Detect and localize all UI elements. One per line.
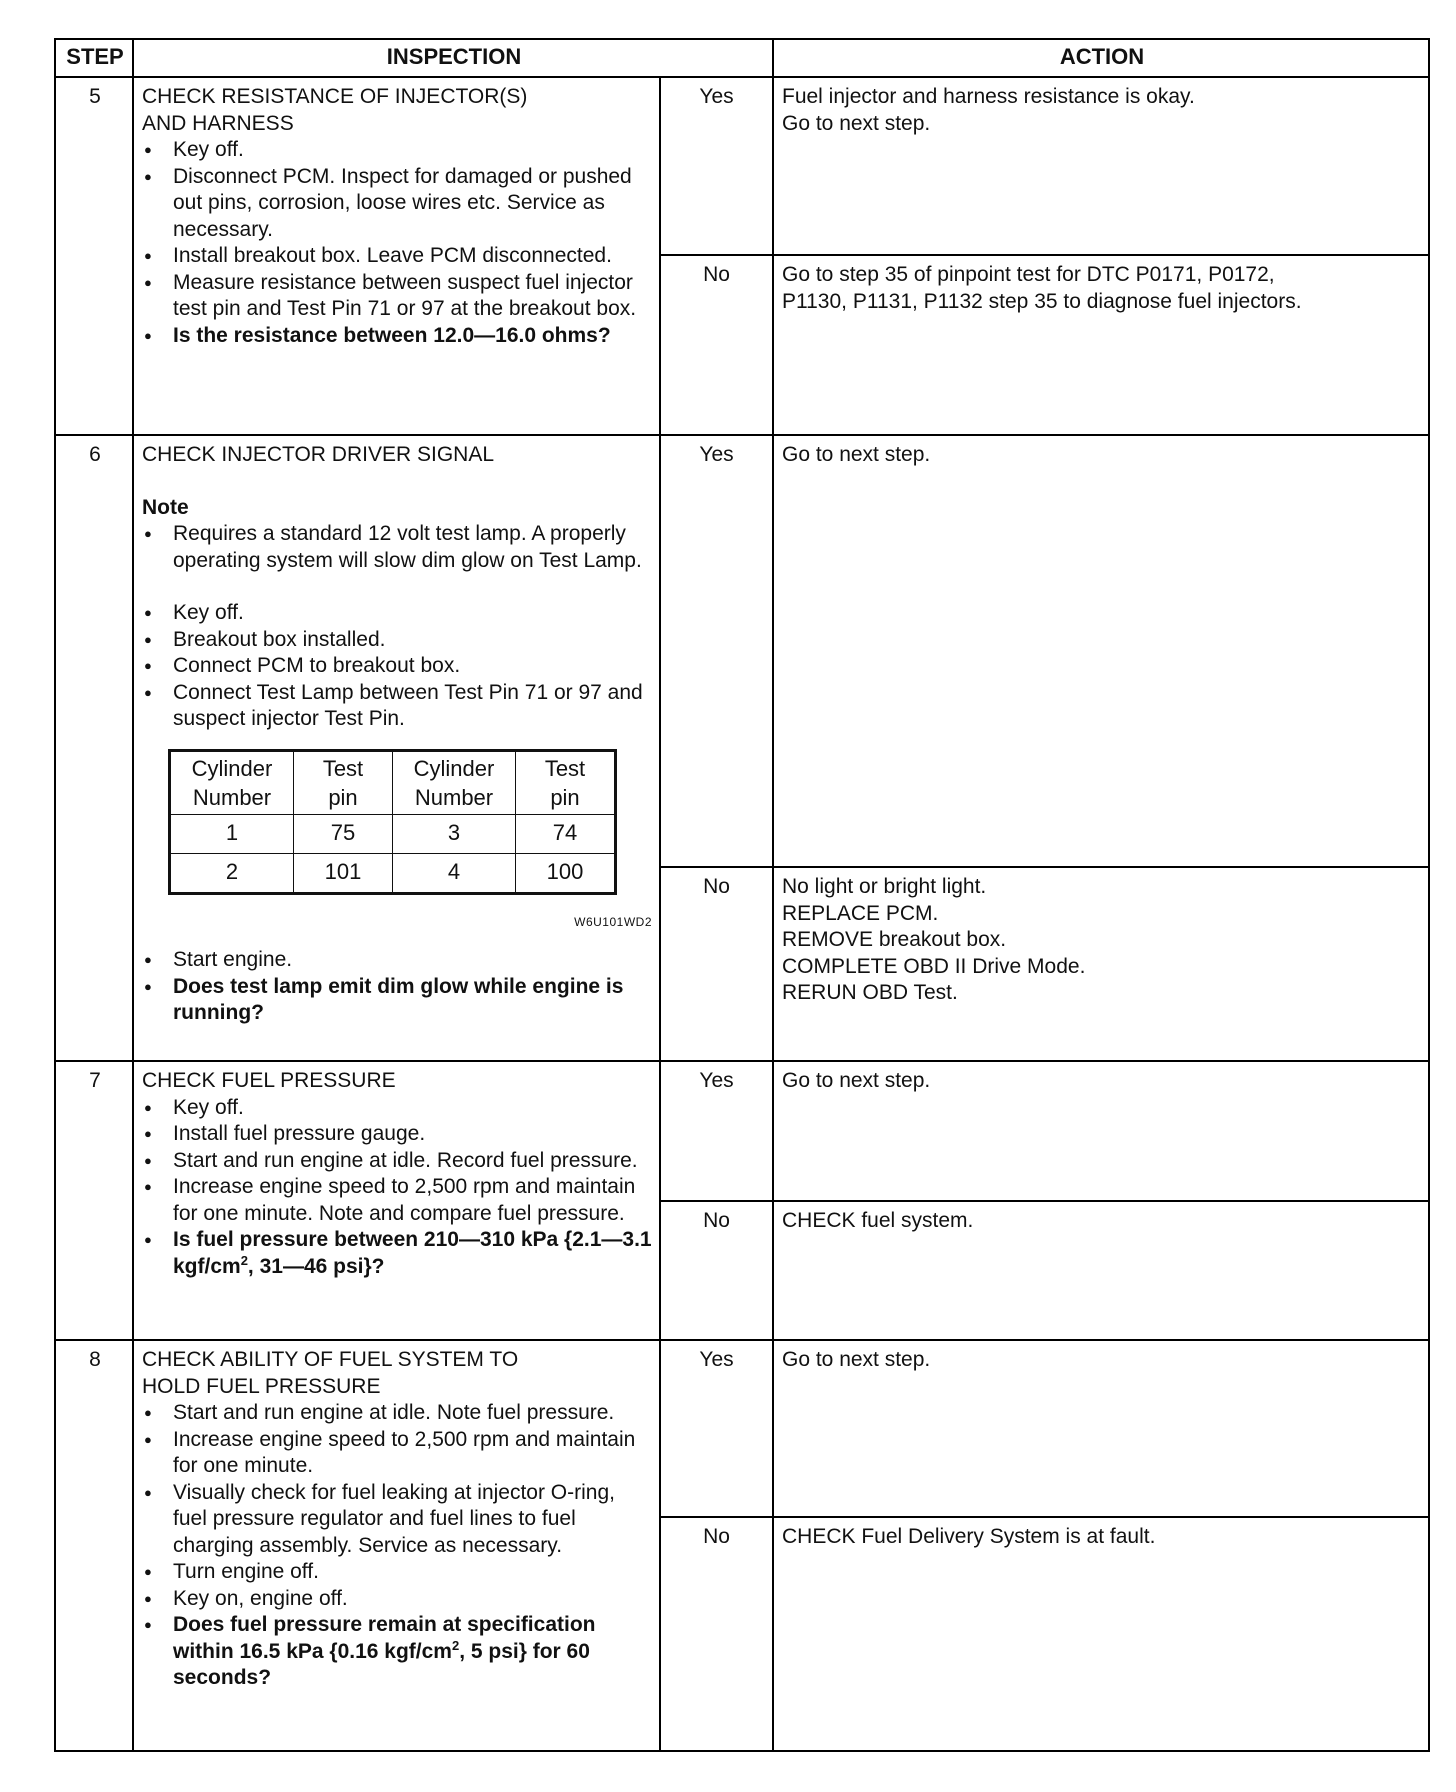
step-title: HOLD FUEL PRESSURE <box>142 1374 381 1398</box>
note-bullet: ● Requires a standard 12 volt test lamp. A properly operating system will slow dim glow on Test Lamp. <box>142 521 652 574</box>
step-number-5: 5 <box>89 85 101 108</box>
inspection-bullet: ● Install breakout box. Leave PCM disconnected. <box>142 243 652 270</box>
step-5-yes-action <box>782 84 1422 137</box>
divider-line <box>659 1516 1430 1518</box>
divider-line <box>659 76 661 1752</box>
divider-line <box>772 40 774 1752</box>
inspection-bullet: ● Install fuel pressure gauge. <box>142 1121 652 1148</box>
step-title: CHECK INJECTOR DRIVER SIGNAL <box>142 443 495 466</box>
inspection-question: ● Does fuel pressure remain at specification within 16.5 kPa {0.16 kgf/$cm^2$, 5 psi} for 60 seconds? <box>142 1612 652 1692</box>
pin-table-cell: 4 <box>393 853 516 893</box>
inspection-question: ● Does test lamp emit dim glow while engine is running? <box>142 974 652 1027</box>
step-8-inspection <box>142 1347 652 1692</box>
inspection-bullet: ● Visually check for fuel leaking at injector O-ring, fuel pressure regulator and fuel lines to fuel charging assembly. Service as necessary. <box>142 1480 652 1560</box>
note-label: Note <box>142 495 189 519</box>
no-label: No <box>703 263 730 286</box>
pin-table-cell: 75 <box>294 814 393 853</box>
header-step: STEP <box>66 44 124 69</box>
pin-table-cell: 101 <box>294 853 393 893</box>
action-line: No light or bright light. <box>782 875 987 898</box>
step-5-no-action <box>782 262 1422 315</box>
step-5-inspection <box>142 84 652 349</box>
inspection-bullet: ● Measure resistance between suspect fuel injector test pin and Test Pin 71 or 97 at the breakout box. <box>142 270 652 323</box>
divider-line <box>56 1339 1430 1341</box>
action-line: Go to next step. <box>782 1069 931 1092</box>
divider-line <box>659 866 1430 868</box>
action-line: Go to step 35 of pinpoint test for DTC P0171, P0172, <box>782 263 1275 286</box>
step-number-6: 6 <box>89 443 101 466</box>
yes-label: Yes <box>699 443 734 466</box>
no-label: No <box>703 1525 730 1548</box>
inspection-bullet: ● Disconnect PCM. Inspect for damaged or pushed out pins, corrosion, loose wires etc. Service as necessary. <box>142 164 652 244</box>
inspection-question: ● Is the resistance between 12.0—16.0 ohms? <box>142 323 652 350</box>
inspection-bullet: ● Turn engine off. <box>142 1559 652 1586</box>
divider-line <box>56 76 1430 78</box>
step-8-no-action <box>782 1524 1422 1551</box>
no-label: No <box>703 875 730 898</box>
action-line: Go to next step. <box>782 443 931 466</box>
yes-label: Yes <box>699 85 734 108</box>
no-label: No <box>703 1209 730 1232</box>
step-number-7: 7 <box>89 1069 101 1092</box>
inspection-bullet: ● Start engine. <box>142 947 652 974</box>
pin-table-header: Cylinder Number <box>393 750 516 814</box>
divider-line <box>659 254 1430 256</box>
inspection-question: ● Is fuel pressure between 210—310 kPa {2.1—3.1 kgf/$cm^2$, 31—46 psi}? <box>142 1227 652 1280</box>
pin-table-cell: 74 <box>516 814 616 853</box>
inspection-bullet: ● Start and run engine at idle. Record fuel pressure. <box>142 1148 652 1175</box>
procedure-table <box>54 38 1430 1752</box>
step-8-yes-action <box>782 1347 1422 1374</box>
inspection-bullet: ● Breakout box installed. <box>142 627 652 654</box>
inspection-bullet: ● Increase engine speed to 2,500 rpm and maintain for one minute. Note and compare fuel pressure. <box>142 1174 652 1227</box>
pin-table-header: Test pin <box>516 750 616 814</box>
divider-line <box>56 1060 1430 1062</box>
inspection-bullet: ● Start and run engine at idle. Note fuel pressure. <box>142 1400 652 1427</box>
action-line: RERUN OBD Test. <box>782 981 958 1004</box>
action-line: REPLACE PCM. <box>782 901 939 925</box>
pin-table-header: Cylinder Number <box>170 750 294 814</box>
inspection-bullet: ● Increase engine speed to 2,500 rpm and maintain for one minute. <box>142 1427 652 1480</box>
step-7-inspection <box>142 1068 652 1280</box>
action-line: P1130, P1131, P1132 step 35 to diagnose fuel injectors. <box>782 289 1302 313</box>
action-line: CHECK fuel system. <box>782 1209 974 1232</box>
step-7-yes-action <box>782 1068 1422 1095</box>
pin-table-cell: 1 <box>170 814 294 853</box>
action-line: CHECK Fuel Delivery System is at fault. <box>782 1525 1156 1548</box>
header-inspection: INSPECTION <box>386 44 522 69</box>
step-6-inspection <box>142 442 652 1027</box>
inspection-bullet: ● Key on, engine off. <box>142 1586 652 1613</box>
inspection-bullet: ● Key off. <box>142 1095 652 1122</box>
step-6-no-action <box>782 874 1422 1007</box>
divider-line <box>659 1200 1430 1202</box>
action-line: Go to next step. <box>782 1348 931 1371</box>
inspection-bullet: ● Key off. <box>142 600 652 627</box>
step-title: AND HARNESS <box>142 111 294 135</box>
pin-table-cell: 100 <box>516 853 616 893</box>
inspection-bullet: ● Connect PCM to breakout box. <box>142 653 652 680</box>
header-action: ACTION <box>1059 44 1145 69</box>
action-line: Fuel injector and harness resistance is okay. <box>782 85 1195 108</box>
figure-code: W6U101WD2 <box>574 914 652 929</box>
pin-table-cell: 2 <box>170 853 294 893</box>
inspection-bullet: ● Connect Test Lamp between Test Pin 71 or 97 and suspect injector Test Pin. <box>142 680 652 733</box>
action-line: COMPLETE OBD II Drive Mode. <box>782 954 1086 978</box>
action-line: Go to next step. <box>782 111 931 135</box>
yes-label: Yes <box>699 1348 734 1371</box>
inspection-bullet: ● Key off. <box>142 137 652 164</box>
divider-line <box>56 434 1430 436</box>
test-pin-table <box>168 749 617 895</box>
step-6-yes-action <box>782 442 1422 469</box>
step-7-no-action <box>782 1208 1422 1235</box>
yes-label: Yes <box>699 1069 734 1092</box>
pin-table-header: Test pin <box>294 750 393 814</box>
pin-table-cell: 3 <box>393 814 516 853</box>
step-title: CHECK FUEL PRESSURE <box>142 1069 396 1092</box>
action-line: REMOVE breakout box. <box>782 928 1007 951</box>
step-number-8: 8 <box>89 1348 101 1371</box>
step-title: CHECK RESISTANCE OF INJECTOR(S) <box>142 85 528 108</box>
divider-line <box>132 40 134 1752</box>
step-title: CHECK ABILITY OF FUEL SYSTEM TO <box>142 1348 519 1371</box>
